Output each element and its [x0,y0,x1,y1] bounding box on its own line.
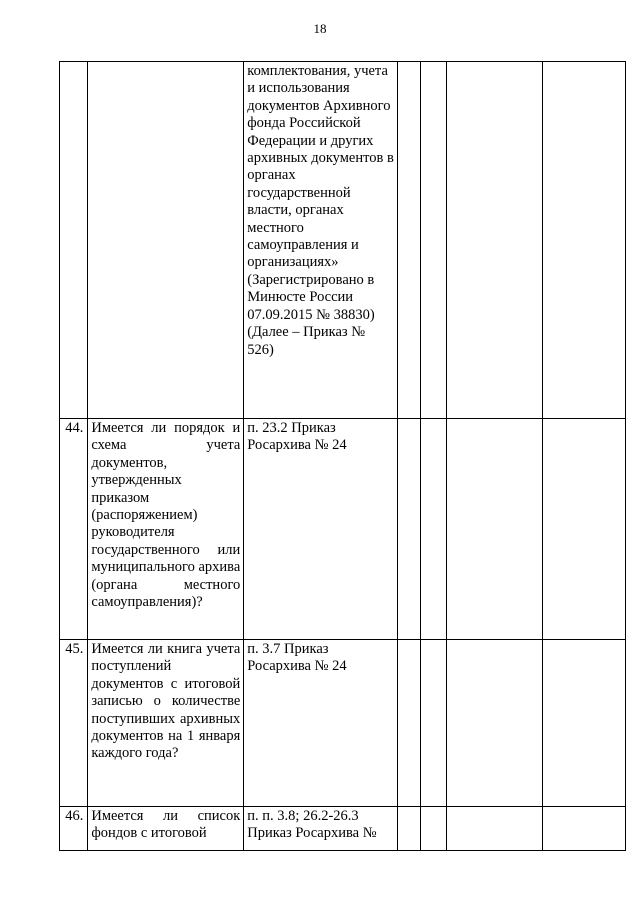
empty-cell [447,807,543,851]
table-row [60,62,626,419]
table-row [60,807,626,851]
row-number-cell: 45. [60,640,88,807]
empty-cell [420,419,446,640]
table-row [60,419,626,640]
empty-cell [398,419,421,640]
checklist-table [59,61,626,851]
row-number-cell: 46. [60,807,88,851]
empty-cell [447,419,543,640]
question-cell: Имеется ли порядок и схема учета документов, утвержденных приказом (распоряжением) руководителя государственного или муниципального архива (органа местного самоуправления)? [88,419,244,640]
empty-cell [543,62,626,419]
empty-cell [420,807,446,851]
empty-cell [398,807,421,851]
empty-cell [420,62,446,419]
empty-cell [420,640,446,807]
table-row [60,640,626,807]
row-number-cell: 44. [60,419,88,640]
reference-cell: п. 3.7 Приказ Росархива № 24 [244,640,398,807]
empty-cell [447,62,543,419]
page-number: 18 [313,21,327,36]
question-cell [88,62,244,419]
reference-cell: п. 23.2 Приказ Росархива № 24 [244,419,398,640]
question-cell: Имеется ли книга учета поступлений документов с итоговой записью о количестве поступивших архивных документов на 1 января каждого года? [88,640,244,807]
empty-cell [447,640,543,807]
row-number-cell [60,62,88,419]
empty-cell [398,640,421,807]
reference-cell: комплектования, учета и использования документов Архивного фонда Российской Федерации и других архивных документов в органах государственной власти, органах местного самоуправления и организациях» (Зарегистрировано в Минюсте России 07.09.2015 № 38830) (Далее – Приказ № 526) [244,62,398,419]
reference-cell: п. п. 3.8; 26.2-26.3 Приказ Росархива № [244,807,398,851]
empty-cell [543,419,626,640]
question-cell: Имеется ли список фондов с итоговой [88,807,244,851]
empty-cell [398,62,421,419]
empty-cell [543,640,626,807]
empty-cell [543,807,626,851]
